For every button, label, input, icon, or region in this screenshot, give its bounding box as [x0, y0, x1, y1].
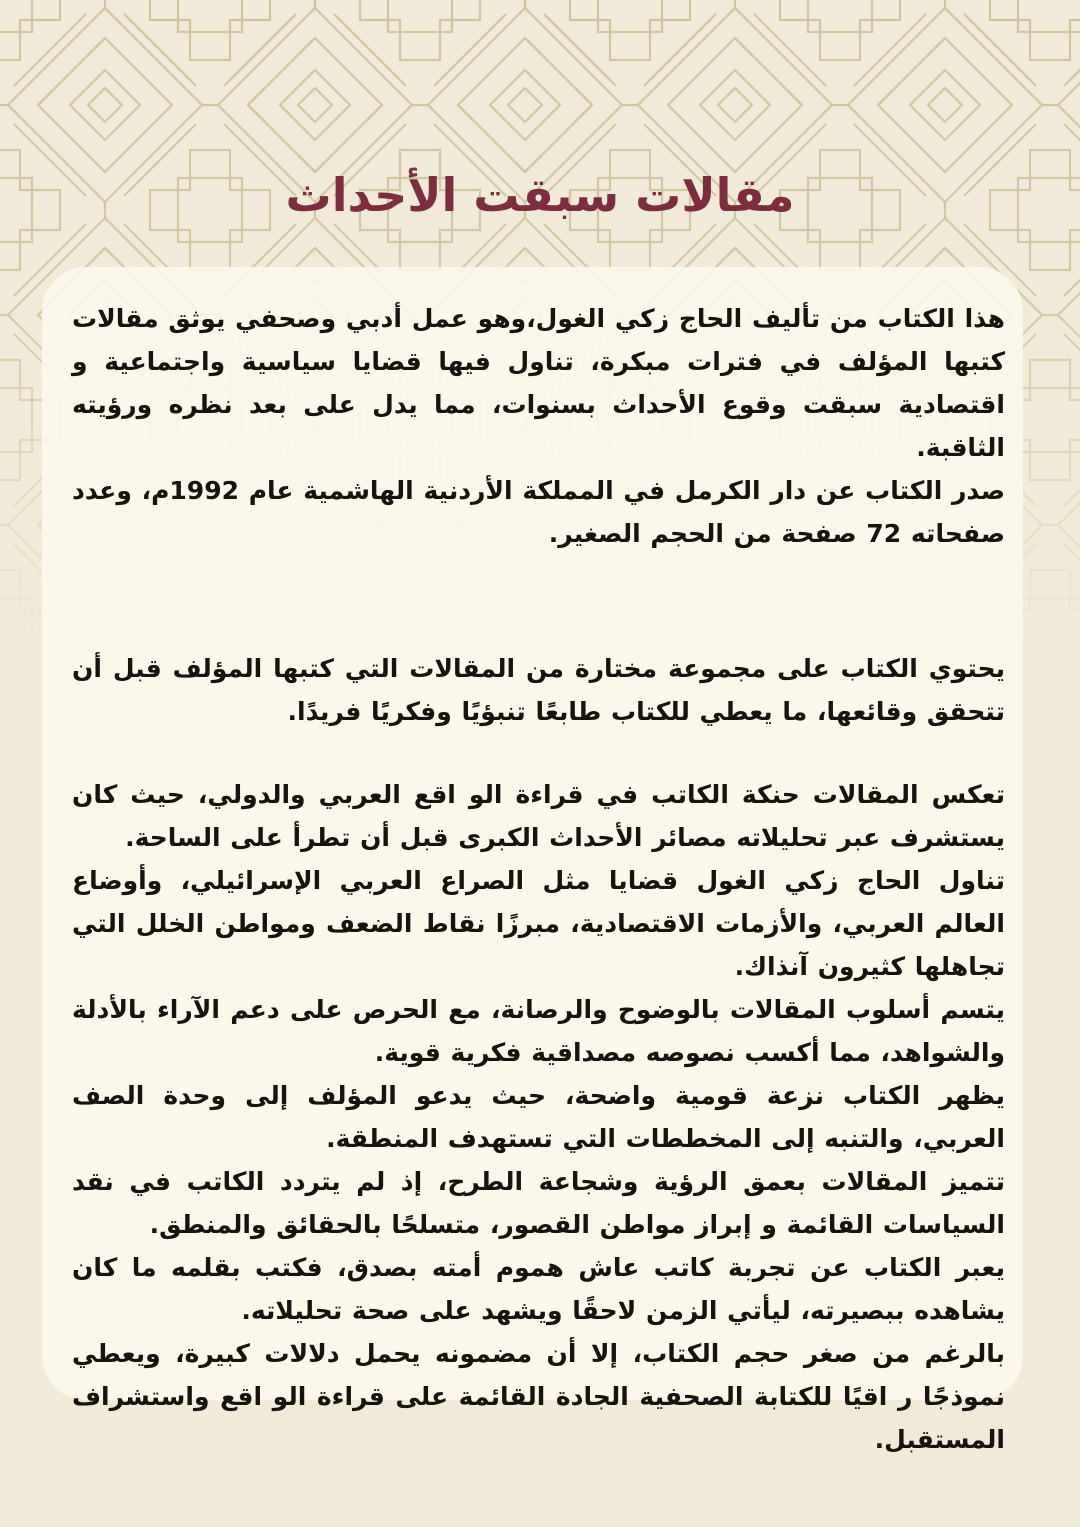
paragraph-experience: يعبر الكتاب عن تجربة كاتب عاش هموم أمته بصدق، فكتب بقلمه ما كان يشاهده ببصيرته، ليأتي الزمن لاحقًا ويشهد على صحة تحليلاته. — [72, 1253, 1005, 1325]
paragraph-topics: تناول الحاج زكي الغول قضايا مثل الصراع العربي الإسرائيلي، وأوضاع العالم العربي، والأزمات الاقتصادية، مبرزًا نقاط الضعف ومواطن الخلل التي تجاهلها كثيرون آنذاك. — [72, 866, 1005, 981]
paragraph-insight: تعكس المقالات حنكة الكاتب في قراءة الو اقع العربي والدولي، حيث كان يستشرف عبر تحليلاته مصائر الأحداث الكبرى قبل أن تطرأ على الساحة. — [72, 780, 1005, 852]
paragraph-conclusion: بالرغم من صغر حجم الكتاب، إلا أن مضمونه يحمل دلالات كبيرة، ويعطي نموذجًا ر اقيًا للكتابة الصحفية الجادة القائمة على قراءة الو اقع واستشراف المستقبل. — [72, 1339, 1005, 1454]
paragraph-critique: تتميز المقالات بعمق الرؤية وشجاعة الطرح، إذ لم يتردد الكاتب في نقد السياسات القائمة و إبراز مواطن القصور، متسلحًا بالحقائق والمنطق. — [72, 1167, 1005, 1239]
paragraph-publication: صدر الكتاب عن دار الكرمل في المملكة الأردنية الهاشمية عام 1992م، وعدد صفحاته 72 صفحة من الحجم الصغير. — [71, 476, 1005, 548]
paragraph-author-intro: هذا الكتاب من تأليف الحاج زكي الغول،وهو عمل أدبي وصحفي يوثق مقالات كتبها المؤلف في فترات مبكرة، تناول فيها قضايا سياسية واجتماعية و اقتصادية سبقت وقوع الأحداث بسنوات، مما يدل على بعد نظره ورؤيته الثاقبة. — [72, 304, 1005, 462]
page-title: مقالات سبقت الأحداث — [285, 168, 795, 222]
paragraph-contents: يحتوي الكتاب على مجموعة مختارة من المقالات التي كتبها المؤلف قبل أن تتحقق وقائعها، ما يعطي للكتاب طابعًا تنبؤيًا وفكريًا فريدًا. — [72, 654, 1005, 726]
content-card — [42, 267, 1023, 1454]
paragraph-style: يتسم أسلوب المقالات بالوضوح والرصانة، مع الحرص على دعم الآراء بالأدلة والشواهد، مما أكسب نصوصه مصداقية فكرية قوية. — [72, 995, 1005, 1067]
paragraph-nationalism: يظهر الكتاب نزعة قومية واضحة، حيث يدعو المؤلف إلى وحدة الصف العربي، والتنبه إلى المخططات التي تستهدف المنطقة. — [72, 1081, 1005, 1153]
